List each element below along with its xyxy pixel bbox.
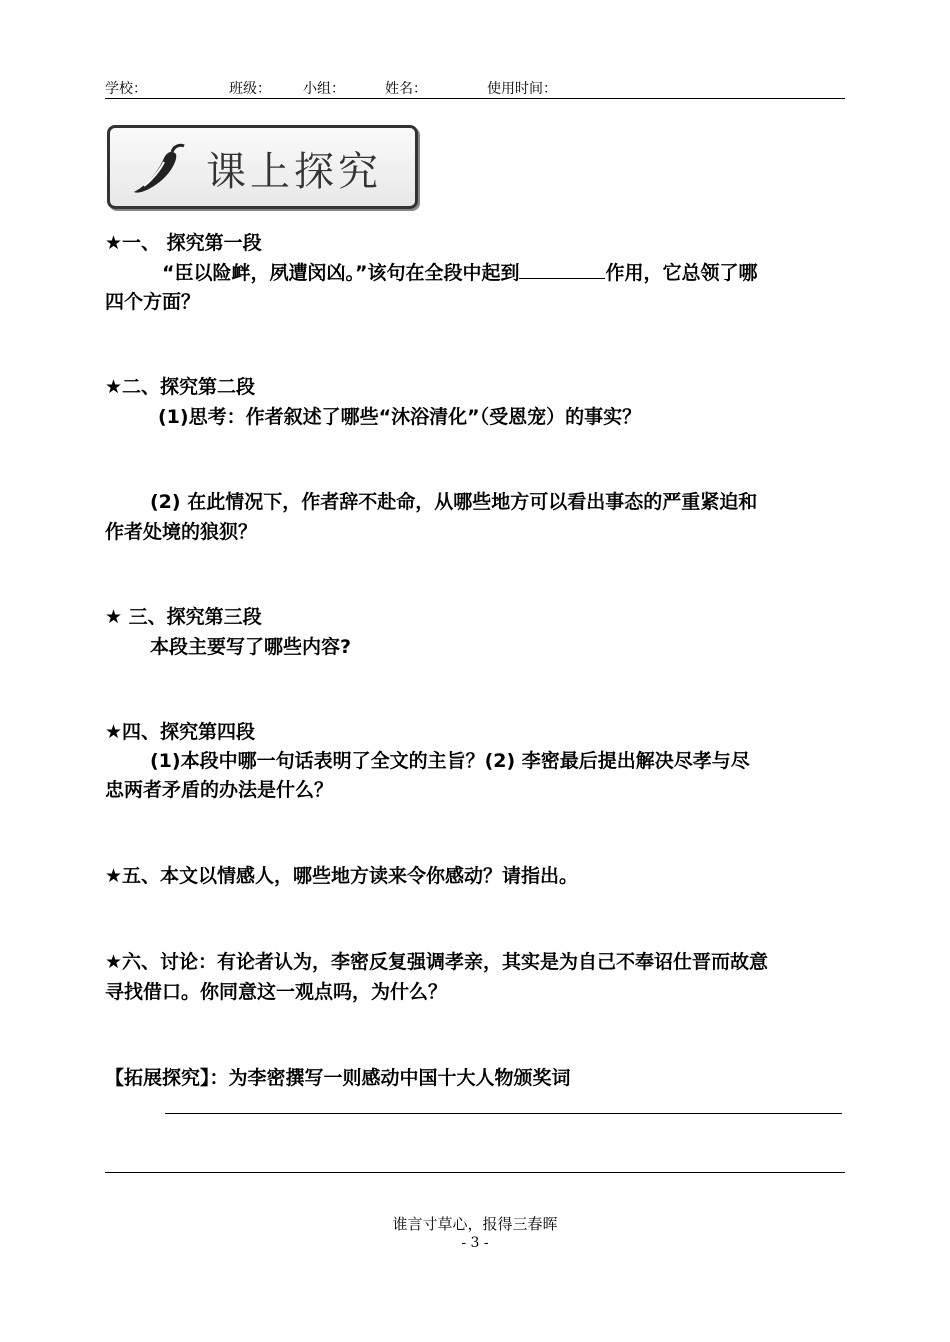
section-1-question-start: “臣以险衅，夙遭闵凶。”该句在全段中起到 (162, 262, 520, 284)
footer-motto: 谁言寸草心，报得三春晖 (392, 1215, 558, 1233)
section-1-heading: ★一、 探究第一段 (105, 232, 262, 254)
header-group-label: 小组： (303, 81, 345, 97)
header-class-label: 班级： (229, 81, 271, 97)
section-6-question: ★六、讨论：有论者认为，李密反复强调孝亲，其实是为自己不奉诏仕晋而故意 (105, 951, 769, 973)
section-1-question-cont: 四个方面？ (105, 291, 201, 313)
header-school-label: 学校： (105, 81, 147, 97)
extension-question: 【拓展探究】：为李密撰写一则感动中国十大人物颁奖词 (105, 1067, 571, 1089)
header-time-label: 使用时间： (487, 81, 557, 97)
page-header (105, 76, 845, 99)
section-3-question: 本段主要写了哪些内容? (150, 636, 352, 658)
section-2-question-1: (1)思考：作者叙述了哪些“沐浴清化”（受恩宠）的事实？ (158, 406, 642, 428)
page-number: - 3 - (461, 1235, 489, 1251)
section-2-heading: ★二、探究第二段 (105, 376, 256, 398)
section-2-question-2: (2) 在此情况下，作者辞不赴命，从哪些地方可以看出事态的严重紧迫和 (150, 491, 758, 513)
section-5-heading: ★五、本文以情感人，哪些地方读来令你感动？请指出。 (105, 865, 579, 887)
section-1-question (162, 258, 758, 288)
header-name-label: 姓名： (385, 81, 427, 97)
answer-line (165, 1113, 842, 1114)
section-2-question-2-cont: 作者处境的狼狈？ (105, 521, 258, 543)
fill-in-blank (519, 258, 605, 279)
section-4-question: (1)本段中哪一句话表明了全文的主旨？(2) 李密最后提出解决尽孝与尽 (150, 750, 750, 772)
section-3-heading: ★ 三、探究第三段 (105, 606, 262, 628)
section-4-question-cont: 忠两者矛盾的办法是什么？ (105, 779, 334, 801)
pepper-icon (124, 142, 188, 196)
banner-title: 课上探究 (206, 149, 382, 195)
section-1-question-end: 作用，它总领了哪 (605, 262, 758, 284)
section-6-question-cont: 寻找借口。你同意这一观点吗，为什么？ (105, 981, 448, 1003)
footer-rule (105, 1172, 845, 1173)
section-banner (107, 125, 418, 209)
section-4-heading: ★四、探究第四段 (105, 721, 256, 743)
